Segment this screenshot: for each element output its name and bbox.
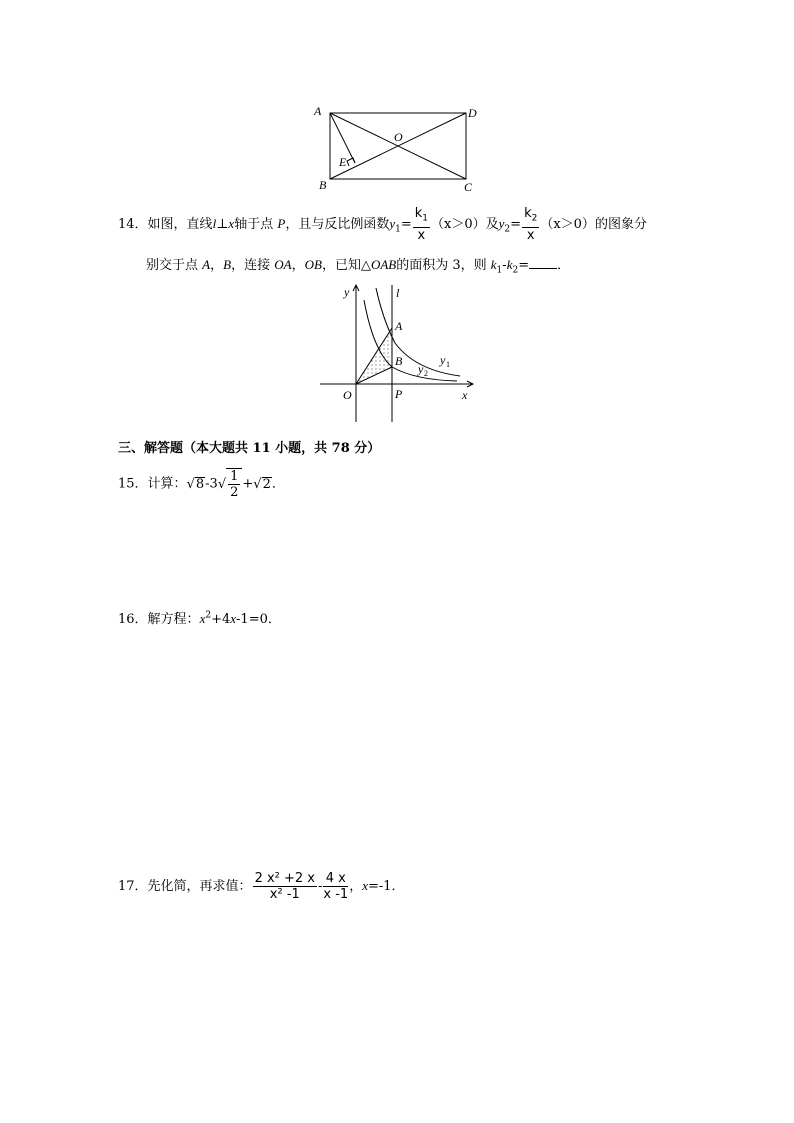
- q14-frac2-den: x: [526, 227, 535, 243]
- q17-frac1-num: 2 x² +2 x: [254, 871, 315, 886]
- q16-sup: 2: [205, 610, 212, 621]
- q15-frac-den: 2: [230, 485, 239, 500]
- q14-text-g: ，已知△: [321, 258, 371, 273]
- graph-label-y: y: [344, 285, 350, 299]
- q14-frac2: [522, 206, 539, 243]
- q17: [118, 866, 405, 907]
- q14-perp: ⊥: [216, 216, 229, 232]
- q14-text-c: ，且与反比例函数: [285, 216, 390, 232]
- q15-frac-num: 1: [230, 469, 239, 484]
- q14-eq1: =: [400, 216, 412, 232]
- q14-B: B: [223, 257, 232, 272]
- q15-end: ．: [271, 476, 285, 492]
- q14-frac1-sub: 1: [422, 213, 429, 224]
- q14-y2: y: [498, 215, 505, 231]
- q14-line1: [118, 206, 647, 244]
- graph-label-O: O: [343, 388, 352, 402]
- q14-frac1-den: x: [417, 227, 426, 243]
- label-B: B: [319, 178, 327, 192]
- q14-text-a: 如图，直线: [147, 216, 213, 232]
- q14-text-f: ，连接: [231, 258, 271, 273]
- label-A: A: [314, 104, 322, 118]
- q17-label: 先化简，再求值：: [147, 879, 252, 894]
- graph-label-y2: y: [418, 362, 424, 376]
- graph-label-y1: y: [440, 353, 446, 367]
- q15-minus: -3: [205, 476, 218, 492]
- q14-y1: y: [389, 215, 396, 231]
- q16-number: 16．: [118, 612, 148, 627]
- label-E: E: [339, 155, 347, 169]
- q15-label: 计算：: [147, 476, 187, 492]
- q14-frac2-sub: 2: [531, 213, 538, 224]
- q14-cond1: （x＞0）: [431, 216, 486, 232]
- q14-text-b: 轴于点: [234, 216, 274, 232]
- q15-sqrt2: √2: [253, 476, 271, 492]
- q14-line2: [146, 254, 570, 276]
- label-C: C: [464, 180, 473, 194]
- q14-y2-sub: 2: [504, 224, 511, 235]
- q14-minus: -: [502, 258, 507, 273]
- graph-label-B: B: [395, 354, 403, 368]
- hyperbola-figure: [315, 280, 480, 425]
- q14-eq3: =: [518, 258, 530, 273]
- label-D: D: [468, 106, 477, 120]
- q14-and: 及: [485, 216, 499, 232]
- q14-text-h: 的面积为 3，则: [396, 258, 487, 273]
- q16-label: 解方程：: [147, 612, 200, 627]
- rectangle-figure: [310, 100, 490, 195]
- q17-frac2-num: 4 x: [323, 871, 348, 887]
- q14-l: l: [212, 215, 217, 231]
- q14-cond2: （x＞0）: [540, 216, 595, 232]
- q15-radicand1: 8: [195, 476, 205, 492]
- q16-x1: x: [199, 611, 206, 626]
- q14-k1: k: [490, 257, 497, 272]
- q14-k1-sub: 1: [496, 265, 503, 276]
- q17-comma: ，: [349, 879, 363, 894]
- q14-text-e: 别交于点: [146, 258, 199, 273]
- q14-text-d: 的图象分: [594, 216, 647, 232]
- q15-sqrt1: √8: [186, 476, 205, 492]
- q16: [118, 608, 281, 627]
- q14-comma2: ，: [291, 258, 305, 273]
- q16-plus4: +4: [211, 612, 231, 627]
- graph-label-y1-sub: 1: [446, 360, 450, 369]
- q14-comma1: ，: [210, 258, 224, 273]
- q14-frac2-k: k: [524, 206, 532, 221]
- q14-number: 14．: [118, 216, 148, 232]
- q14-k2: k: [506, 257, 513, 272]
- q14-frac1: [413, 206, 430, 243]
- q15-sqrt-frac: √ $\frac{1}{2}$: [218, 477, 243, 492]
- q14-k2-sub: 2: [512, 265, 519, 276]
- q14-x: x: [228, 215, 235, 231]
- graph-label-x: x: [462, 388, 468, 402]
- q15-number: 15．: [118, 476, 148, 492]
- q14-OA: OA: [274, 257, 292, 272]
- label-O: O: [394, 130, 403, 144]
- q15-plus: +: [242, 476, 254, 492]
- q15-radicand2: 2: [262, 476, 271, 492]
- graph-label-A: A: [395, 319, 403, 333]
- q14-OB: OB: [304, 257, 322, 272]
- q14-frac1-k: k: [414, 206, 423, 221]
- q17-frac1-den: x² -1: [269, 887, 300, 902]
- q14-eq2: =: [510, 216, 522, 232]
- q14-OAB: OAB: [370, 257, 397, 272]
- q15: [118, 468, 285, 500]
- q14-answer-blank: [529, 256, 557, 269]
- q16-tail: -1=0．: [236, 612, 281, 627]
- q16-x2: x: [230, 611, 237, 626]
- q14-end: ．: [557, 258, 571, 273]
- q17-x: x: [362, 878, 368, 893]
- q17-number: 17．: [118, 879, 148, 894]
- section3-title: 三、解答题（本大题共 11 小题，共 78 分）: [118, 441, 381, 456]
- q14-y1-sub: 1: [395, 224, 401, 235]
- q17-frac1: [253, 871, 317, 902]
- graph-label-l: l: [396, 286, 400, 300]
- q17-frac2: [323, 871, 348, 902]
- q14-P: P: [277, 215, 286, 231]
- q17-minus: -: [318, 879, 323, 894]
- graph-label-P: P: [395, 387, 403, 401]
- q17-frac2-den: x -1: [323, 887, 349, 902]
- graph-label-y2-sub: 2: [424, 369, 428, 378]
- q14-A: A: [202, 257, 211, 272]
- q17-value: =-1．: [368, 879, 405, 894]
